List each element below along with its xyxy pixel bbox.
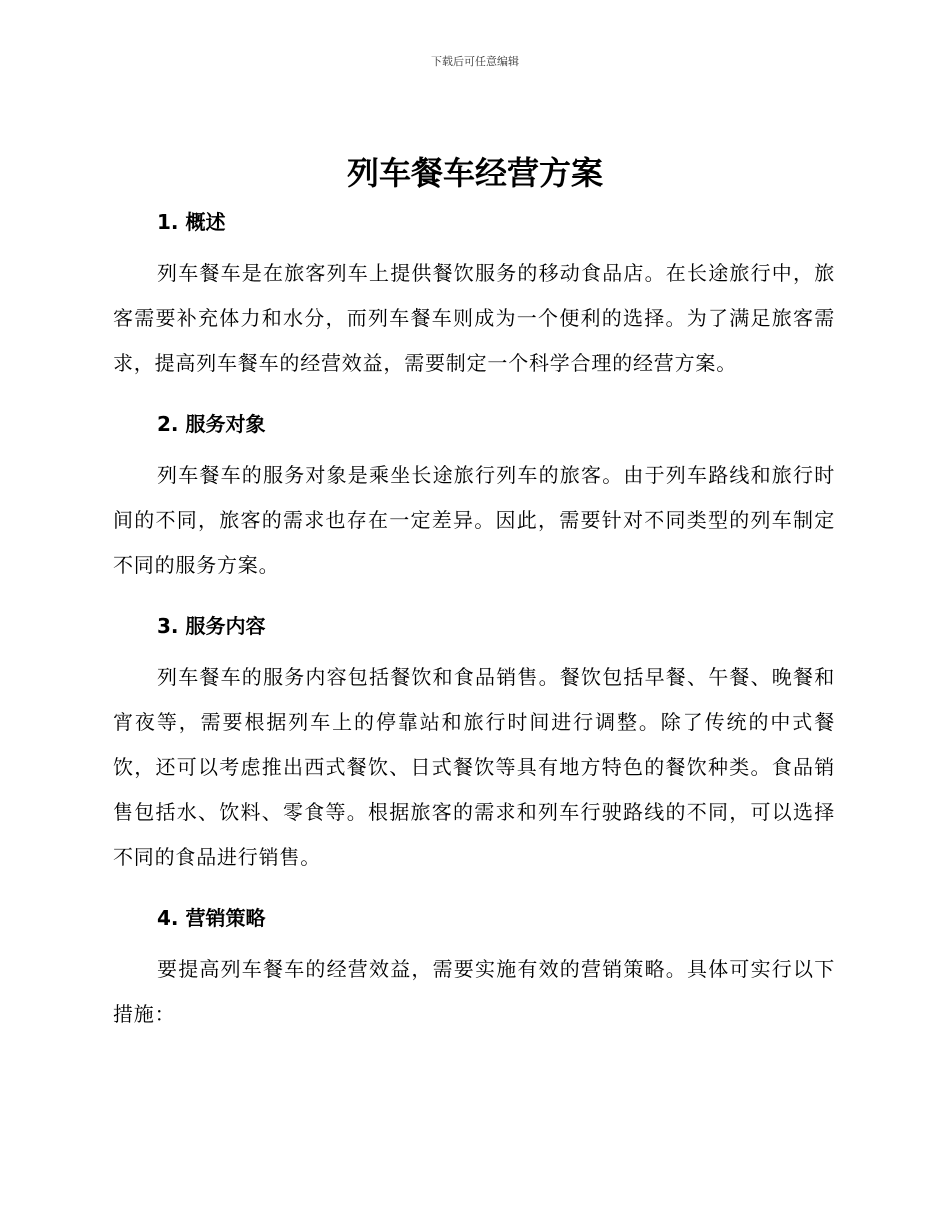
section-service-target <box>113 404 835 588</box>
document-body <box>113 202 835 1055</box>
section-heading: 4. 营销策略 <box>157 906 266 930</box>
page-header-note: 下载后可任意编辑 <box>431 55 519 68</box>
section-marketing-strategy <box>113 898 835 1037</box>
section-heading: 3. 服务内容 <box>157 614 266 638</box>
section-heading: 2. 服务对象 <box>157 412 266 436</box>
section-paragraph: 列车餐车是在旅客列车上提供餐饮服务的移动食品店。在长途旅行中，旅客需要补充体力和水分，而列车餐车则成为一个便利的选择。为了满足旅客需求，提高列车餐车的经营效益，需要制定一个科学合理的经营方案。 <box>113 261 835 375</box>
section-paragraph: 列车餐车的服务内容包括餐饮和食品销售。餐饮包括早餐、午餐、晚餐和宵夜等，需要根据列车上的停靠站和旅行时间进行调整。除了传统的中式餐饮，还可以考虑推出西式餐饮、日式餐饮等具有地方特色的餐饮种类。食品销售包括水、饮料、零食等。根据旅客的需求和列车行驶路线的不同，可以选择不同的食品进行销售。 <box>113 665 835 869</box>
section-overview <box>113 202 835 386</box>
section-paragraph: 要提高列车餐车的经营效益，需要实施有效的营销策略。具体可实行以下措施： <box>113 957 835 1026</box>
section-heading: 1. 概述 <box>157 210 226 234</box>
section-paragraph: 列车餐车的服务对象是乘坐长途旅行列车的旅客。由于列车路线和旅行时间的不同，旅客的需求也存在一定差异。因此，需要针对不同类型的列车制定不同的服务方案。 <box>113 463 835 577</box>
document-title: 列车餐车经营方案 <box>346 154 603 192</box>
section-service-content <box>113 606 835 880</box>
